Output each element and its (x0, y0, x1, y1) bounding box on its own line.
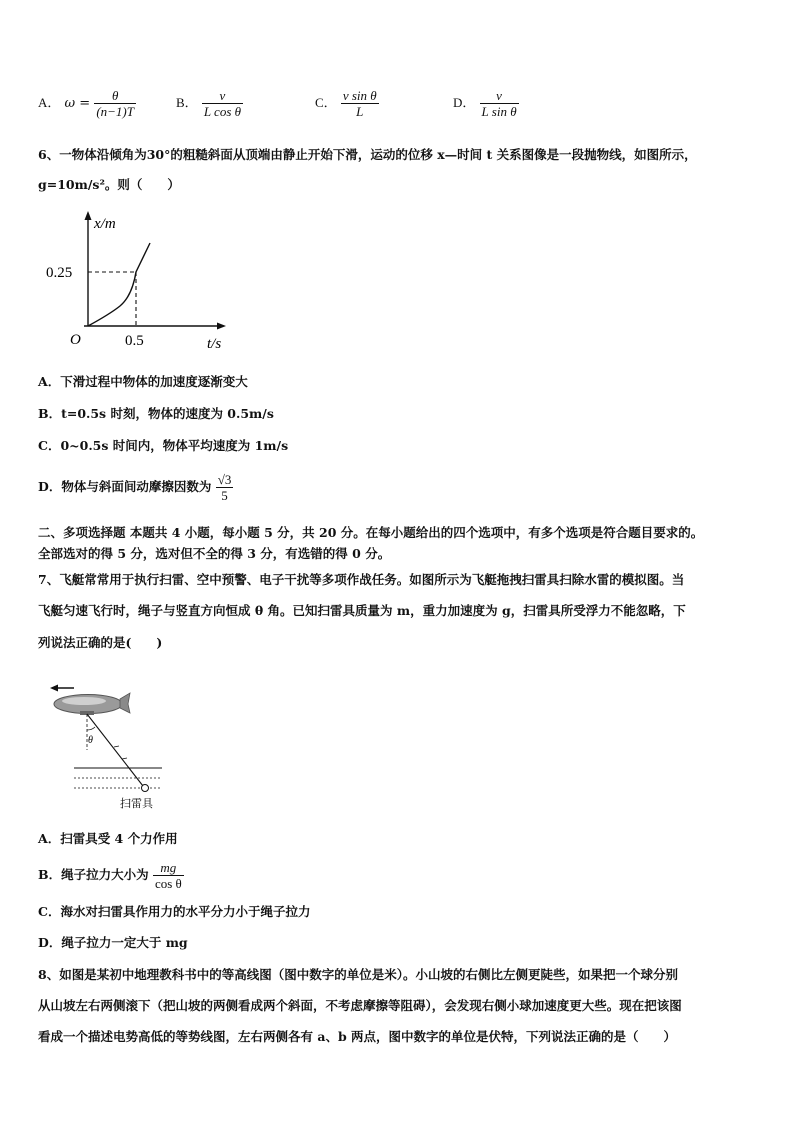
q5-option-c: C． $\frac{\text{v sin θ}}{L}$ (315, 88, 377, 119)
q6-xt-graph (40, 208, 240, 358)
q7-stem-line2: 飞艇匀速飞行时，绳子与竖直方向恒成 θ 角。已知扫雷具质量为 m，重力加速度为 g，扫雷具所受浮力不能忽略，下 (38, 603, 686, 618)
q5-option-a: A． ω = $\frac{\theta}{(n-1)T}$ (38, 88, 134, 119)
theta-label: θ (88, 735, 93, 746)
parabola-curve (88, 243, 150, 326)
q7-option-c: C．海水对扫雷具作用力的水平分力小于绳子拉力 (38, 904, 311, 919)
q8-line3: 看成一个描述电势高低的等势线图，左右两侧各有 a、b 两点，图中数字的单位是伏特，下列说法正确的是（ ） (38, 1029, 677, 1044)
airship-fin (120, 693, 130, 713)
q7-option-b: B．绳子拉力大小为 $\frac{mg}{\text{cos θ}}$ (38, 860, 182, 891)
airship-highlight (62, 697, 106, 705)
q5-option-a-fraction: $\frac{\theta}{(n-1)T}$ (96, 88, 134, 119)
q7-option-d: D．绳子拉力一定大于 mg (38, 935, 188, 950)
q6-stem-line1: 6、一物体沿倾角为30°的粗糙斜面从顶端由静止开始下滑，运动的位移 x—时间 t 关系图像是一段抛物线，如图所示， (38, 147, 697, 162)
q5-option-c-fraction: $\frac{\text{v sin θ}}{L}$ (342, 88, 377, 119)
q6-option-b: B．t=0.5s 时刻，物体的速度为 0.5m/s (38, 406, 274, 421)
q7-airship-figure (44, 680, 174, 812)
q7-option-a: A．扫雷具受 4 个力作用 (38, 831, 178, 846)
y-axis-arrow (85, 211, 92, 220)
theta-arc (87, 727, 95, 730)
x-axis-arrow (217, 323, 226, 330)
minesweeper-device (142, 785, 149, 792)
y-axis-label: x/m (94, 216, 116, 232)
q5-option-d-fraction: $\frac{v}{\text{L sin θ}}$ (481, 88, 517, 119)
q6-option-c: C．0~0.5s 时间内，物体平均速度为 1m/s (38, 438, 289, 453)
q8-line2: 从山坡左右两侧滚下（把山坡的两侧看成两个斜面，不考虑摩擦等阻碍），会发现右侧小球加速度更大些。现在把该图 (38, 998, 682, 1013)
q6-stem-line2: g=10m/s²。则（ ） (38, 177, 180, 192)
y-tick-label: 0.25 (46, 265, 73, 281)
tow-rope (87, 714, 143, 786)
q5-option-b-fraction: $\frac{v}{\text{L cos θ}}$ (203, 88, 242, 119)
section2-line1: 二、多项选择题 本题共 4 小题，每小题 5 分，共 20 分。在每小题给出的四个选项中，有多个选项是符合题目要求的。 (38, 525, 704, 540)
q5-option-d: D． $\frac{v}{\text{L sin θ}}$ (453, 88, 517, 119)
origin-label: O (70, 332, 81, 348)
q6-option-a: A．下滑过程中物体的加速度逐渐变大 (38, 374, 248, 389)
section2-line2: 全部选对的得 5 分，选对但不全的得 3 分，有选错的得 0 分。 (38, 546, 391, 561)
q6-option-d-fraction: $\frac{√3}{5}$ (217, 472, 232, 503)
x-axis-label: t/s (207, 336, 222, 352)
device-label: 扫雷具 (120, 798, 153, 810)
q8-line1: 8、如图是某初中地理教科书中的等高线图（图中数字的单位是米）。小山坡的右侧比左侧更陡些，如果把一个球分别 (38, 967, 678, 982)
q7-stem-line1: 7、飞艇常常用于执行扫雷、空中预警、电子干扰等多项作战任务。如图所示为飞艇拖拽扫雷具扫除水雷的模拟图。当 (38, 572, 685, 587)
q5-option-b: B． $\frac{v}{\text{L cos θ}}$ (176, 88, 242, 119)
direction-arrow-head (50, 685, 58, 692)
q7-stem-line3: 列说法正确的是( ) (38, 635, 163, 650)
q6-option-d: D．物体与斜面间动摩擦因数为 $\frac{√3}{5}$ (38, 472, 232, 503)
q7-option-b-fraction: $\frac{mg}{\text{cos θ}}$ (154, 860, 182, 891)
x-tick-label: 0.5 (125, 333, 144, 349)
